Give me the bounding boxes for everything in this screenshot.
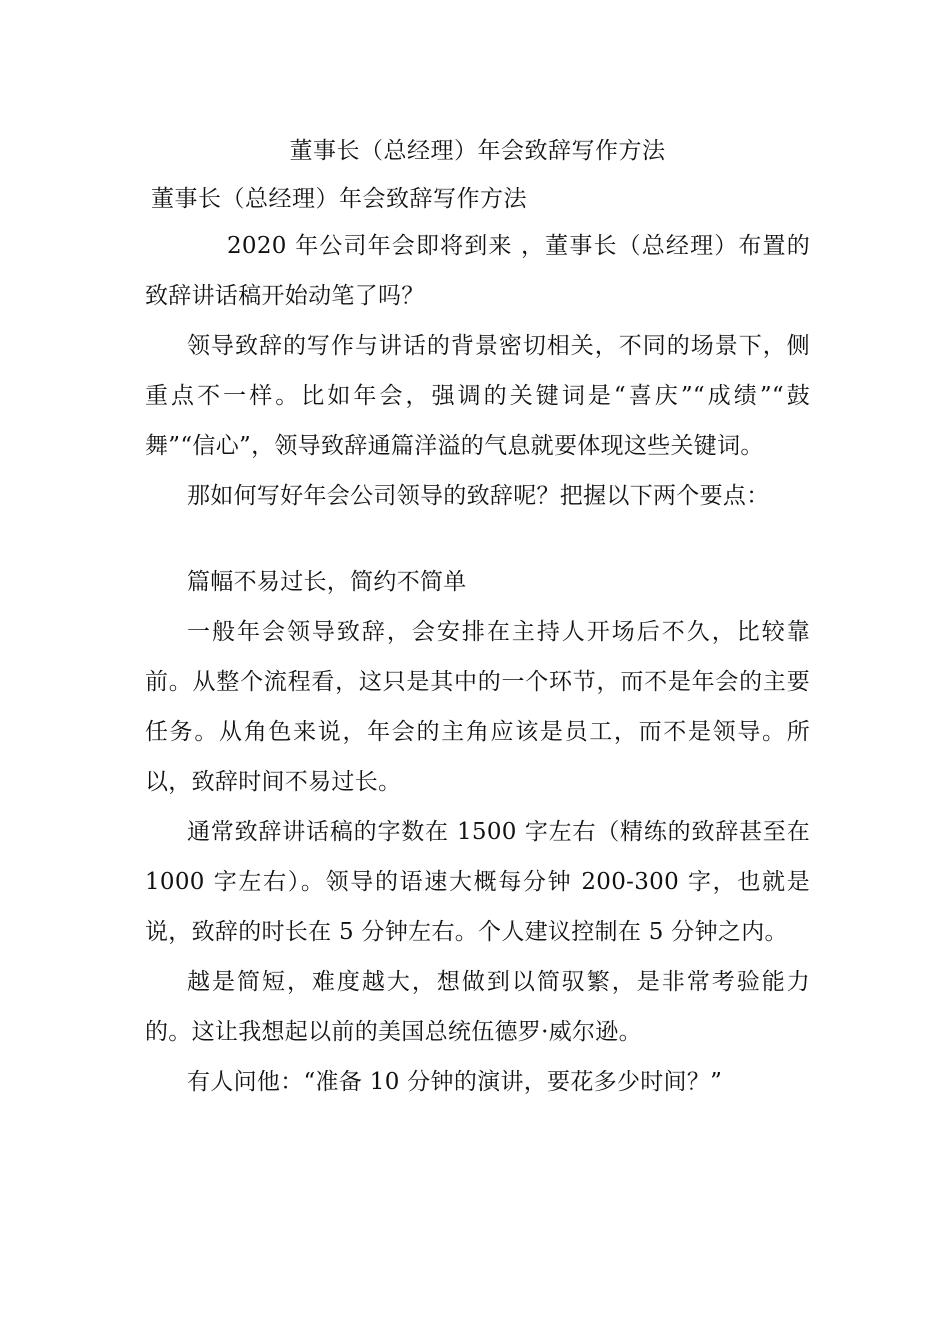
blank-line — [145, 521, 810, 557]
paragraph-intro: 2020 年公司年会即将到来 ，董事长（总经理）布置的致辞讲话稿开始动笔了吗？ — [145, 233, 810, 309]
document-subtitle: 董事长（总经理）年会致辞写作方法 — [151, 186, 527, 212]
paragraph-quote: 有人问他：“准备 10 分钟的演讲，要花多少时间？” — [187, 1069, 723, 1095]
paragraph-position: 一般年会领导致辞，会安排在主持人开场后不久，比较靠前。从整个流程看，这只是其中的一个环节，而不是年会的主要任务。从角色来说，年会的主角应该是员工，而不是领导。所以，致辞时间不易过长。 — [145, 619, 810, 795]
section-heading: 篇幅不易过长，简约不简单 — [187, 569, 467, 595]
paragraph-background: 领导致辞的写作与讲话的背景密切相关，不同的场景下，侧重点不一样。比如年会，强调的关键词是“喜庆”“成绩”“鼓舞”“信心”，领导致辞通篇洋溢的气息就要体现这些关键词。 — [145, 333, 810, 459]
paragraph-difficulty: 越是简短，难度越大，想做到以简驭繁，是非常考验能力的。这让我想起以前的美国总统伍德罗·威尔逊。 — [145, 969, 810, 1045]
paragraph-length: 通常致辞讲话稿的字数在 1500 字左右（精练的致辞甚至在 1000 字左右）。领导的语速大概每分钟 200-300 字，也就是说，致辞的时长在 5 分钟左右。个人建议控制在 5 分钟之内。 — [145, 819, 810, 945]
document-body — [145, 131, 810, 1107]
document-title: 董事长（总经理）年会致辞写作方法 — [289, 138, 666, 164]
paragraph-question: 那如何写好年会公司领导的致辞呢？把握以下两个要点： — [187, 483, 770, 509]
